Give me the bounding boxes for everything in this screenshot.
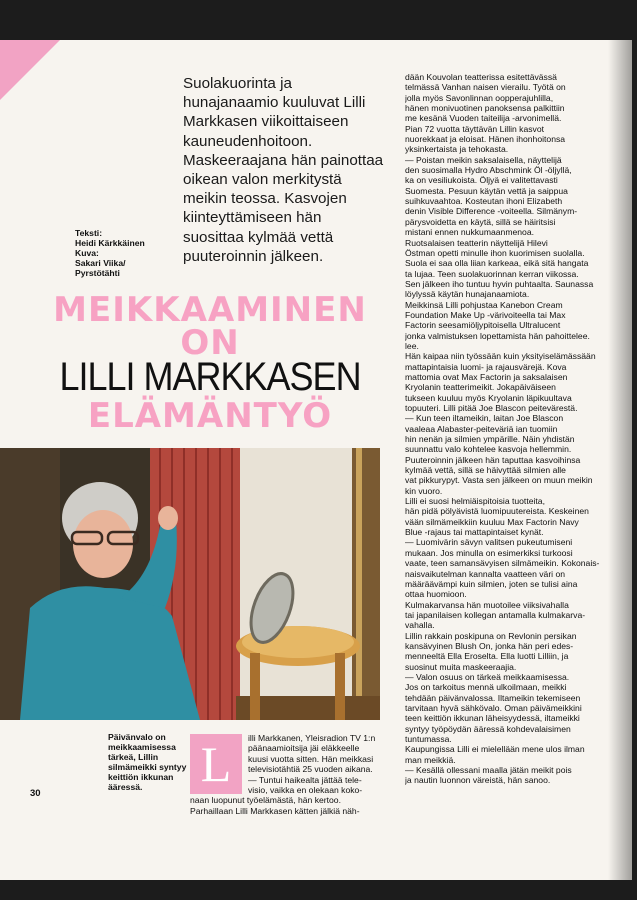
- body-line: den suosimalla Hydro Abschmink Öl -öljyllä,: [405, 165, 572, 176]
- body-line: tuntumassa.: [405, 734, 452, 744]
- body-line: illi Markkanen, Yleisradion TV 1:n: [248, 733, 376, 743]
- body-line: lee.: [405, 340, 419, 351]
- credit-line: Teksti:: [75, 228, 103, 238]
- body-line: Factorin seesamiöljypitoisella Ultralucent: [405, 320, 561, 331]
- body-line: nuorekkaat ja eloisat. Hänen ihonhoitonsa: [405, 134, 566, 145]
- body-line: Sen jälkeen iho tuntuu hyvin puhtaalta. Saunassa: [405, 278, 594, 289]
- body-line: vaate, teen samansävyisen silmämeikin. Kokonais-: [405, 558, 600, 569]
- intro-lead: [183, 74, 393, 266]
- page-number: 30: [30, 788, 41, 799]
- body-line: vaaleaa Alabaster-peiteväriä ian tuomiin: [405, 423, 558, 434]
- body-line: ja nautin luonnon väreistä, hän sanoo.: [405, 775, 551, 786]
- body-line: man meikkiä.: [405, 754, 456, 765]
- page-binding-shadow: [608, 40, 632, 880]
- body-line: kansävyinen Blush On, jonka hän peri edes-: [405, 640, 574, 651]
- body-line: kuusi vuotta sitten. Hän meikkasi: [248, 753, 374, 764]
- body-line: Jos on tarkoitus mennä ulkoilmaan, meikki: [405, 682, 567, 693]
- body-line: yksinkertaista ja tehokasta.: [405, 144, 509, 155]
- body-line: päänaamioitsija jäi eläkkeelle: [248, 743, 360, 754]
- caption-line: ääressä.: [108, 782, 143, 792]
- body-line: — Luomivärin sävyn valitsen pukeutumiseni: [405, 537, 573, 548]
- photo-illustration: [0, 448, 380, 720]
- intro-line: kiinteyttämiseen hän: [183, 209, 322, 227]
- body-line: Kryolanin teatterimeikit. Jokapäiväiseen: [405, 382, 556, 393]
- credit-line: Kuva:: [75, 248, 99, 258]
- intro-line: kauneudenhoitoon.: [183, 132, 313, 150]
- body-line: syntyy työpöydän ääressä kohdevalaisimen: [405, 723, 571, 734]
- body-line: me kesänä Vuoden taiteilija -arvonimellä.: [405, 113, 562, 124]
- body-line: Hän kaipaa niin työssään kuin yksityiselämässään: [405, 351, 596, 362]
- body-line: vat pikkurypyt. Vasta sen jälkeen on muun meikin: [405, 475, 593, 486]
- intro-line: suosittaa kylmää vettä: [183, 228, 334, 246]
- body-line: hän pidä pölyävistä luomipuutereista. Keskeinen: [405, 506, 589, 517]
- body-line: Kulmakarvansa hän muotoilee viiksivahalla: [405, 599, 569, 610]
- body-line: menneeltä Ella Eroselta. Ella luotti Lilliin, ja: [405, 651, 569, 662]
- drop-cap: L: [190, 734, 242, 794]
- body-line: — Tuntui haikealta jättää tele-: [248, 774, 362, 785]
- body-line: ta lujaa. Teen suolakuorinnan kerran viikossa.: [405, 268, 579, 279]
- caption-line: meikkaamisessa: [108, 742, 176, 752]
- body-line: löylyssä käytän hunajanaamiota.: [405, 289, 530, 300]
- body-line: Suola ei saa olla liian karkeaa, eikä sitä hangata: [405, 258, 589, 269]
- body-line: naan luopunut työelämästä, hän kertoo.: [190, 795, 341, 806]
- author-credits: [75, 228, 175, 278]
- body-line: telmässä Vanhan naisen vierailu. Työtä on: [405, 82, 566, 93]
- magazine-page: [0, 40, 632, 880]
- body-line: hin nenän ja silmien ympärille. Näin yhdistän: [405, 434, 575, 445]
- body-line: visio, vaikka en olekaan koko-: [248, 785, 363, 796]
- body-line: ka on vesiliukoista. Öljyä ei valitettavasti: [405, 175, 558, 186]
- intro-line: hunajanaamio kuuluvat Lilli: [183, 94, 366, 112]
- body-line: määräävämpi kuin silmien, joten se tulisi aina: [405, 578, 578, 589]
- caption-line: keittiön ikkunan: [108, 772, 174, 782]
- body-line: suunnattu valo kohtelee kasvoja hellemmin.: [405, 444, 572, 455]
- body-line: vään silmämeikkiin kuuluu Max Factorin Navy: [405, 516, 579, 527]
- body-line: suosinut muita maskeeraajia.: [405, 661, 517, 672]
- body-line: — Kesällä ollessani maalla jätän meikit pois: [405, 765, 572, 776]
- body-line: jolla myös Savonlinnan oopperajuhlilla,: [405, 92, 554, 103]
- body-line: denin Visible Difference -voiteella. Silmänym-: [405, 206, 578, 217]
- body-line: Puuteroinnin jälkeen hän taputtaa kasvoihinsa: [405, 454, 581, 465]
- body-line: mattapintaisia luomi- ja rajausvärejä. Kova: [405, 361, 567, 372]
- caption-line: silmämeikki syntyy: [108, 762, 187, 772]
- headline-line-4: ELÄMÄNTYÖ: [87, 396, 333, 436]
- body-line: Parhaillaan Lilli Markkasen kätten jälkiä näh-: [190, 805, 360, 816]
- article-photo: [0, 448, 380, 720]
- intro-line: Maskeeraajana hän painottaa: [183, 151, 384, 169]
- body-line: kylmää vettä, sillä se häivyttää silmien alle: [405, 465, 566, 476]
- article-body-column: [405, 72, 632, 786]
- credit-line: Sakari Viika/: [75, 258, 126, 268]
- body-line: Suomesta. Pesuun käytän vettä ja saippua: [405, 185, 568, 196]
- intro-line: meikin teossa. Kasvojen: [183, 190, 347, 208]
- body-line: tehdään päivänvalossa. Iltameikin tekemiseen: [405, 692, 581, 703]
- photo-caption: [108, 732, 198, 792]
- body-line: suihkuvaahtoa. Kosteutan ihoni Elizabeth: [405, 196, 563, 207]
- body-line: jonka valmistuksen lopettamista hän pahoittelee.: [405, 330, 590, 341]
- body-line: Lilli ei suosi helmiäispitoisia tuotteita,: [405, 496, 545, 507]
- body-line: Ruotsalaisen teatterin näyttelijä Hilevi: [405, 237, 548, 248]
- body-line: hänen monivuotinen panoksensa palkittiin: [405, 103, 565, 114]
- body-line: Pian 72 vuotta täyttävän Lillin kasvot: [405, 123, 545, 134]
- body-line: Foundation Make Up -värivoiteella tai Max: [405, 309, 566, 320]
- credit-line: Pyrstötähti: [75, 268, 120, 278]
- body-line: televisiotähtiä 25 vuoden aikana.: [248, 764, 373, 775]
- body-line: mukaan. Jos minulla on esimerkiksi turkoosi: [405, 547, 573, 558]
- body-line: — Valon osuus on tärkeä meikkaamisessa.: [405, 671, 570, 682]
- body-line: — Poistan meikin saksalaisella, näyttelijä: [405, 154, 562, 165]
- headline-line-3: LILLI MARKKASEN: [59, 353, 361, 399]
- body-line: Lillin rakkain poskipuna on Revlonin persikan: [405, 630, 577, 641]
- intro-line: puuteroinnin jälkeen.: [183, 247, 324, 265]
- body-line: kin vuoro.: [405, 485, 443, 496]
- body-line: dään Kouvolan teatterissa esitettävässä: [405, 72, 557, 82]
- body-line: topuuteri. Lilli pitää Joe Blascon peitevärestä.: [405, 403, 578, 413]
- body-line: tai japanilaisen kollegan antamalla kulmakarva-: [405, 609, 586, 620]
- body-line: naisvaikutelman kannalta vaatteen väri on: [405, 568, 566, 579]
- credit-line: Heidi Kärkkäinen: [75, 238, 145, 248]
- headline-line-1: MEIKKAAMINEN: [53, 290, 367, 330]
- caption-line: tärkeä, Lillin: [108, 752, 159, 762]
- headline-line-2: ON: [180, 323, 240, 363]
- article-body-start: [190, 733, 403, 816]
- intro-line: Markkasen viikoittaiseen: [183, 113, 349, 131]
- body-line: — Kun teen iltameikin, laitan Joe Blascon: [405, 413, 564, 424]
- body-line: mattomia ovat Max Factorin ja saksalaisen: [405, 371, 568, 382]
- body-line: ottaa huomioon.: [405, 589, 467, 600]
- pink-corner-decoration: [0, 40, 60, 100]
- body-line: mistani ennen nukkumaanmenoa.: [405, 227, 534, 238]
- body-line: tukseen kuuluu myös Kryolanin läpikuultava: [405, 392, 572, 403]
- body-line: pärysvoidetta en käytä, sillä se häiritsisi: [405, 216, 556, 227]
- body-line: vahalla.: [405, 620, 435, 631]
- intro-line: Suolakuorinta ja: [183, 75, 292, 92]
- body-line: Meikkinsä Lilli pohjustaa Kanebon Cream: [405, 299, 563, 310]
- intro-line: oikean valon merkitystä: [183, 171, 342, 189]
- body-line: tarvitaan hyvä sähkövalo. Oman päivämeikkini: [405, 702, 582, 713]
- body-line: Blue -rajaus tai mattapintaiset kynät.: [405, 527, 544, 538]
- body-line: Kaupungissa Lilli ei mielellään mene ulos ilman: [405, 744, 585, 755]
- body-line: Östman opetti minulle ihon kuorimisen suolalla.: [405, 247, 585, 258]
- body-line: teen keittiön ikkunan läheisyydessä, iltameikki: [405, 713, 580, 724]
- caption-line: Päivänvalo on: [108, 732, 166, 742]
